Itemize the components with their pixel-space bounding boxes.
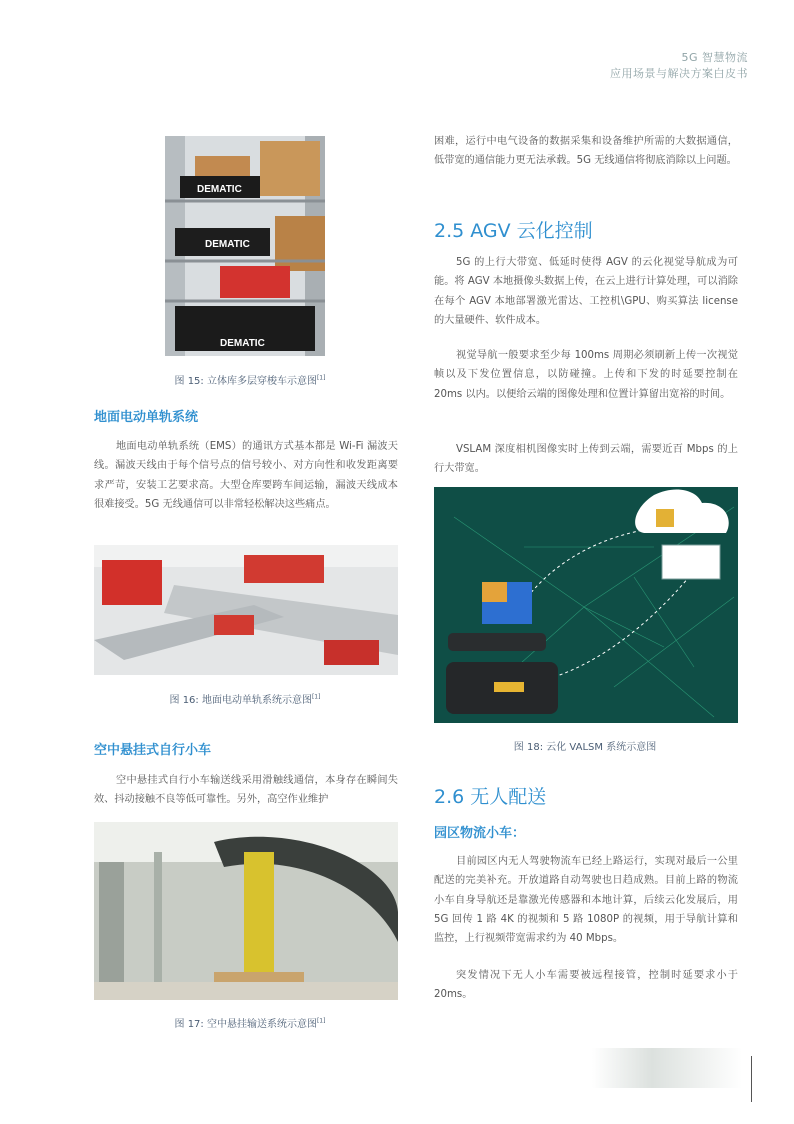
section-2-5-paragraph-3: VSLAM 深度相机图像实时上传到云端，需要近百 Mbps 的上行大带宽。 — [434, 444, 738, 475]
shuttle-warehouse-illustration — [165, 136, 325, 356]
figure-18-image — [434, 487, 738, 723]
footer-decoration — [592, 1048, 742, 1088]
section-2-5-heading: 2.5 AGV 云化控制 — [434, 220, 593, 242]
figure-18-caption — [480, 738, 690, 753]
cloud-vslam-network-illustration — [434, 487, 738, 723]
figure-15-ref: [1] — [316, 374, 326, 382]
figure-15-caption-text: 图 15: 立体库多层穿梭车示意图 — [174, 376, 317, 387]
figure-17-image — [94, 822, 398, 1000]
overhead-conveyor-illustration — [94, 822, 398, 1000]
figure-16-image — [94, 545, 398, 675]
header-line-2: 应用场景与解决方案白皮书 — [610, 67, 748, 80]
figure-15-image — [165, 136, 325, 356]
section-2-6-paragraph-2: 突发情况下无人小车需要被远程接管，控制时延要求小于 20ms。 — [434, 970, 738, 1001]
figure-16-ref: [1] — [311, 693, 321, 701]
section-2-6-subtitle: 园区物流小车： — [434, 826, 526, 841]
figure-17-caption-text: 图 17: 空中悬挂输送系统示意图 — [174, 1019, 317, 1030]
figure-17-ref: [1] — [316, 1017, 326, 1025]
figure-16-caption-text: 图 16: 地面电动单轨系统示意图 — [169, 695, 312, 706]
footer-rule — [751, 1056, 752, 1102]
section-2-6-paragraph-1: 目前园区内无人驾驶物流车已经上路运行，实现对最后一公里配送的完美补充。开放道路自动驾驶也日趋成熟。目前上路的物流小车自身导航还是靠激光传感器和本地计算，后续云化发展后，用 5G 回传 1 路 4K 的视频和 5 路 1080P 的视频，用于导航计算和监控，上行视频带宽需求约为 40 Mbps。 — [434, 856, 738, 945]
dematic-label-1: DEMATIC — [197, 184, 242, 195]
dematic-label-2: DEMATIC — [205, 239, 250, 250]
monorail-system-illustration — [94, 545, 398, 675]
figure-18-caption-text: 图 18: 云化 VALSM 系统示意图 — [513, 742, 657, 753]
header-line-1: 5G 智慧物流 — [681, 51, 748, 64]
aerial-paragraph: 空中悬挂式自行小车输送线采用滑触线通信，本身存在瞬间失效、抖动接触不良等低可靠性。另外，高空作业维护 — [94, 775, 398, 806]
ems-subtitle: 地面电动单轨系统 — [94, 410, 199, 425]
continued-paragraph: 困难，运行中电气设备的数据采集和设备维护所需的大数据通信，低带宽的通信能力更无法承载。5G 无线通信将彻底消除以上问题。 — [434, 136, 738, 167]
section-2-5-paragraph-2: 视觉导航一般要求至少每 100ms 周期必须刷新上传一次视觉帧以及下发位置信息，以防碰撞。上传和下发的时延要控制在 20ms 以内。以便给云端的图像处理和位置计算留出宽裕的时间。 — [434, 350, 738, 400]
dematic-label-3: DEMATIC — [220, 338, 265, 349]
ems-paragraph: 地面电动单轨系统（EMS）的通讯方式基本都是 Wi-Fi 漏波天线。漏波天线由于每个信号点的信号较小、对方向性和收发距离要求严苛，安装工艺要求高。大型仓库要跨车间运输，漏波天线成本很难接受。5G 无线通信可以非常轻松解决这些痛点。 — [94, 441, 398, 510]
running-header — [610, 50, 748, 82]
section-2-6-heading: 2.6 无人配送 — [434, 786, 547, 808]
figure-17-caption — [150, 1015, 350, 1030]
aerial-subtitle: 空中悬挂式自行小车 — [94, 743, 212, 758]
figure-15-caption — [160, 372, 340, 387]
section-2-5-paragraph-1: 5G 的上行大带宽、低延时使得 AGV 的云化视觉导航成为可能。将 AGV 本地摄像头数据上传，在云上进行计算处理，可以消除在每个 AGV 本地部署激光雷达、工控机\GPU、购买算法 license 的大量硬件、软件成本。 — [434, 257, 738, 326]
figure-16-caption — [140, 691, 350, 706]
